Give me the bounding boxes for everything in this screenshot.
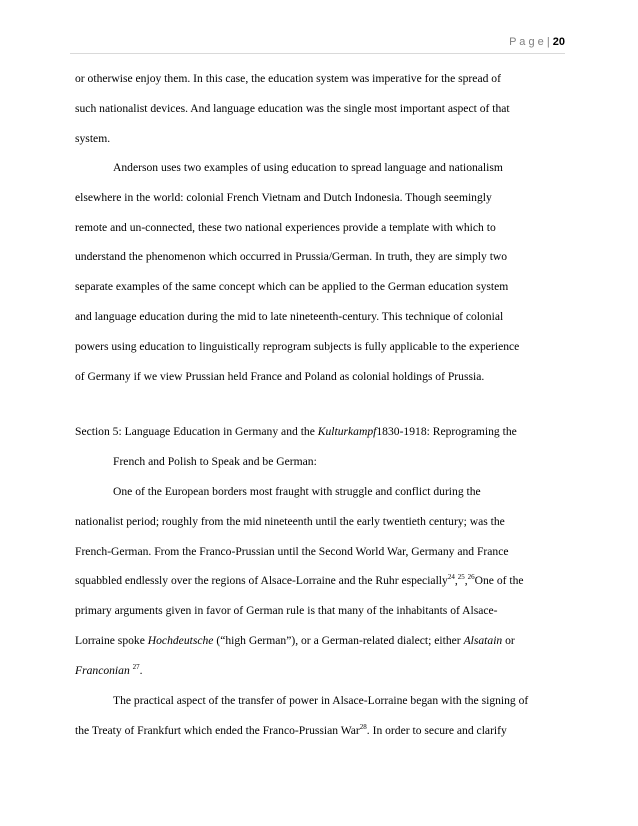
text-segment: (“high German”), or a German-related dialect; either (213, 633, 464, 647)
page-label: P a g e (509, 36, 544, 48)
text-line: understand the phenomenon which occurred in Prussia/German. In truth, they are simply two (75, 250, 508, 264)
italic-term: Alsatain (463, 633, 503, 647)
text-line (75, 566, 565, 596)
text-line (75, 716, 565, 746)
text-segment: . (139, 663, 143, 677)
text-line: The practical aspect of the transfer of power in Alsace-Lorraine began with the signing of (113, 694, 529, 707)
paragraph-4 (75, 686, 565, 746)
footnote-ref: 28 (359, 722, 367, 731)
footnote-ref: 27 (132, 662, 140, 671)
page-separator: | (546, 36, 550, 48)
text-segment: or (502, 633, 515, 647)
text-segment: Lorraine spoke (75, 633, 148, 647)
text-line: One of the European borders most fraught with struggle and conflict during the (113, 485, 481, 498)
text-line: such nationalist devices. And language education was the single most important aspect of that (75, 101, 510, 115)
page-number: 20 (552, 36, 565, 48)
text-line: or otherwise enjoy them. In this case, the education system was imperative for the spread of (75, 72, 501, 85)
text-line: remote and un-connected, these two national experiences provide a template with which to (75, 220, 496, 234)
text-line: of Germany if we view Prussian held France and Poland as colonial holdings of Prussia. (75, 369, 485, 383)
text-line: elsewhere in the world: colonial French Vietnam and Dutch Indonesia. Though seemingly (75, 190, 492, 204)
text-line: separate examples of the same concept which can be applied to the German education system (75, 280, 509, 294)
paragraph-3 (75, 477, 565, 686)
text-line: system. (75, 131, 111, 145)
section-heading-suffix: 1830-1918: Reprograming the (376, 425, 517, 438)
text-line (75, 656, 565, 686)
text-segment: . In order to secure and clarify (366, 723, 507, 737)
text-line: Anderson uses two examples of using education to spread language and nationalism (113, 161, 503, 174)
footnote-ref: 24 (447, 573, 455, 582)
text-line: French-German. From the Franco-Prussian until the Second World War, Germany and France (75, 544, 509, 558)
paragraph-2 (75, 153, 565, 391)
text-line: primary arguments given in favor of German rule is that many of the inhabitants of Alsace- (75, 604, 498, 618)
text-segment: the Treaty of Frankfurt which ended the Franco-Prussian War (75, 723, 360, 737)
footnote-ref: 26 (467, 573, 475, 582)
paragraph-1 (75, 64, 565, 153)
text-segment: squabbled endlessly over the regions of Alsace-Lorraine and the Ruhr especially (75, 574, 448, 588)
text-segment: , (464, 574, 468, 588)
section-heading-italic: Kulturkampf (317, 425, 377, 438)
section-heading-prefix: Section 5: Language Education in Germany and the (75, 425, 318, 438)
footnote-ref: 25 (457, 573, 465, 582)
page-header (70, 36, 565, 54)
italic-term: Hochdeutsche (147, 633, 214, 647)
section-heading (75, 417, 565, 477)
text-segment: One of the (474, 574, 524, 588)
italic-term: Franconian (75, 663, 130, 677)
text-line (75, 626, 565, 656)
text-segment: , (454, 574, 458, 588)
section-heading-line-2: French and Polish to Speak and be German: (113, 454, 317, 468)
text-line: and language education during the mid to late nineteenth-century. This technique of colonial (75, 309, 504, 323)
text-line: powers using education to linguistically reprogram subjects is fully applicable to the experience (75, 339, 520, 353)
section-heading-line (75, 417, 565, 447)
text-line: nationalist period; roughly from the mid nineteenth until the early twentieth century; was the (75, 514, 505, 528)
